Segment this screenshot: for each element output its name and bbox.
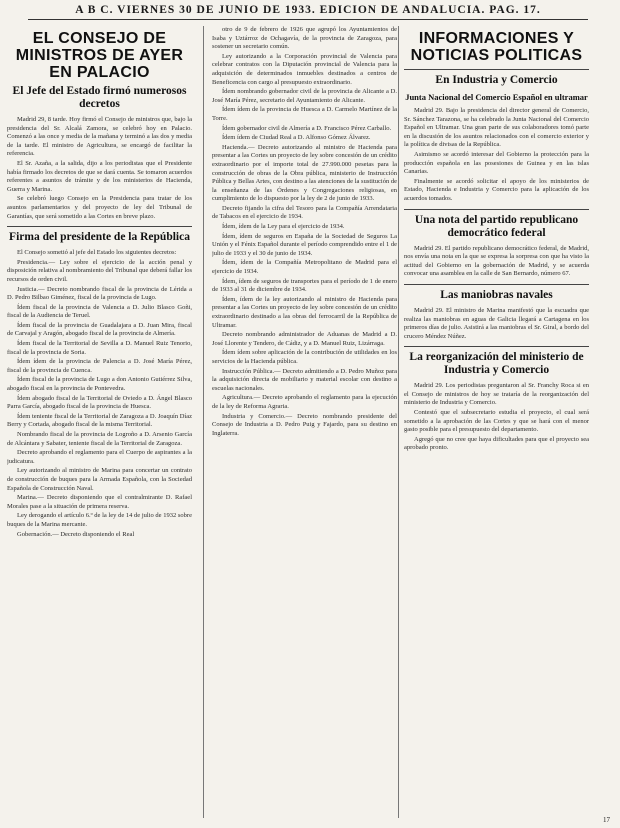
paragraph: otro de 9 de febrero de 1926 que agrupó los Ayuntamientos de Isaba y Uztárroz de Ochagavía, de la provincia de Zaragoza, para sostener un secretario común. [212,26,397,51]
paragraph: Ídem, ídem de la Compañía Metropolitano de Madrid para el ejercicio de 1934. [212,259,397,276]
paragraph: Ídem fiscal de la provincia de Guadalajara a D. Juan Mira, fiscal de Carvajal y Aragón, abogado fiscal de la provincia de Almería. [7,321,192,338]
subhead-maniobras: Las maniobras navales [440,288,553,301]
paragraph: Madrid 29. Los periodistas preguntaron al Sr. Franchy Roca si en el Consejo de ministros de hoy se trataría de la reorganización del ministerio de Industria y Comercio. [404,382,589,407]
paragraph: Agricultura.— Decreto aprobando el reglamento para la ejecución de la ley de Reforma Agraria. [212,394,397,410]
article-body [404,307,589,341]
article-body [404,382,589,453]
paragraph: Madrid 29. Bajo la presidencia del director general de Comercio, Sr. Sánchez Tarazona, se ha celebrado la Junta Nacional del Comercio Español en Ultramar. Una gran parte de sus colaboradores tomó parte en la discusión de los asuntos relacionados con el comercio exterior y la política de divisas de la República. [404,107,589,149]
column-3 [404,26,589,822]
page-number: 17 [603,816,610,824]
article-body [7,116,192,221]
divider [7,226,192,227]
paragraph: Ídem nombrando gobernador civil de la provincia de Alicante a D. José María Pérez, secretario del Ayuntamiento de Alicante. [212,88,397,104]
paragraph: Ídem fiscal de la Territorial de Sevilla a D. Manuel Ruiz Tenorio, fiscal de la provincia de Soria. [7,340,192,356]
paragraph: Ídem, ídem de seguros de transportes para el período de 1 de enero de 1933 al 31 de diciembre de 1934. [212,277,397,294]
paragraph: Ídem, ídem de seguros en España de la Sociedad de Seguros La Unión y el Fénix Español durante el período comprendido entre el 1 de julio de 1933 y el 30 de junio de 1934. [212,232,397,257]
paragraph: Se celebró luego Consejo en la Presidencia para tratar de los asuntos parlamentarios y del proyecto de ley del Tribunal de Garantías, que será sometido a las Cortes en breve plazo. [7,195,192,220]
article-body [212,26,397,438]
article-body [404,245,589,279]
paragraph: Industria y Comercio.— Decreto nombrando presidente del Consejo de Industria a D. Pedro Puig y Fajardo, para su destino en Inglaterra. [212,412,397,437]
paragraph: Decreto nombrando administrador de Aduanas de Madrid a D. José Llorente y Tendero, de Cádiz, y a D. Manuel Ruiz, Lizárraga. [212,331,397,347]
paragraph: Gobernación.— Decreto disponiendo el Real [17,530,135,538]
subhead-firma: Firma del presidente de la República [9,231,190,244]
headline-consejo: EL CONSEJO DE MINISTROS DE AYER EN PALACIO [15,30,184,81]
paragraph: Nombrando fiscal de la provincia de Logroño a D. Arsenio García de Alcántara y Sabater, teniente fiscal de la Territorial de Zaragoza. [7,431,192,447]
paragraph: Agregó que no cree que haya dificultades para que el proyecto sea aprobado pronto. [404,435,589,452]
subhead-junta: Junta Nacional del Comercio Español en ultramar [405,92,588,102]
paragraph: Madrid 29. El partido republicano democrático federal, de Madrid, nos envía una nota en la que se expresa la sorpresa con que ha visto la actitud del Gobierno en la gobernación de Madrid, y se acuerda convocar una asamblea en la calle de San Bernardo, número 67. [404,244,589,278]
paragraph: Marina.— Decreto disponiendo que el contralmirante D. Rafael Morales pase a la situación de primera reserva. [7,494,192,510]
divider [404,209,589,210]
paragraph: El Consejo sometió al jefe del Estado los siguientes decretos: [17,249,177,257]
divider [404,346,589,347]
divider [404,284,589,285]
paragraph: Madrid 29, 8 tarde. Hoy firmó el Consejo de ministros que, bajo la presidencia del Sr. Alcalá Zamora, se celebró hoy en Palacio. Comenzó a las once y media de la mañana y terminó a las dos y media de la tarde. El ministro de Agricultura, se encargó de facilitar la referencia. [7,116,192,158]
paragraph: Ídem fiscal de la provincia de Valencia a D. Julio Blasco Goñi, fiscal de la Audiencia de Teruel. [7,303,192,320]
column-rule [203,26,204,818]
column-2 [212,26,397,822]
paragraph: Presidencia.— Ley sobre el ejercicio de la acción penal y disposición relativa al nombramiento del Tribunal que deberá fallar los recursos de orden civil. [7,258,192,283]
section-industria: En Industria y Comercio [435,74,558,86]
paragraph: Contestó que el subsecretario estudia el proyecto, el cual será sometido a la aprobación de las Cortes y que se hará con el menor gasto posible para el presupuesto del departamento. [404,409,589,434]
paragraph: Ídem gobernador civil de Almería a D. Francisco Pérez Carballo. [222,124,392,132]
headline-informaciones: INFORMACIONES Y NOTICIAS POLITICAS [410,30,583,64]
paragraph: Ley autorizando al ministro de Marina para concertar un contrato de construcción de buques para la Armada Española, con la Sociedad Española de Construcción Naval. [7,467,192,492]
paragraph: Ídem ídem de Ciudad Real a D. Alfonso Gómez Álvarez. [222,134,371,142]
paragraph: Finalmente se acordó solicitar el apoyo de los ministerios de Estado, Hacienda e Industria y Comercio para la aplicación de los acuerdos tomados. [404,177,589,202]
paragraph: Ídem, ídem de la ley autorizando al ministro de Hacienda para presentar a las Cortes un proyecto de ley sobre concesión de un crédito extraordinario destinado a las obras del ferrocarril de la República de Ultramar. [212,295,397,329]
paragraph: Ley autorizando a la Corporación provincial de Valencia para celebrar contratos con la Diputación provincial de Valencia para la adquisición de determinados inmuebles destinados a centros de Beneficencia con cargo al presupuesto extraordinario. [212,52,397,86]
paragraph: Instrucción Pública.— Decreto admitiendo a D. Pedro Muñoz para la adquisición directa de mobiliario y material escolar con destino a escuelas nacionales. [212,367,397,392]
subhead-jefe-estado: El Jefe del Estado firmó numerosos decretos [12,85,187,110]
masthead: A B C. VIERNES 30 DE JUNIO DE 1933. EDICION DE ANDALUCIA. PAG. 17. [28,4,588,20]
paragraph: Ídem teniente fiscal de la Territorial de Zaragoza a D. Joaquín Díaz Berry y Cortada, abogado fiscal de la misma Territorial. [7,412,192,429]
paragraph: Ídem ídem de la provincia de Palencia a D. José María Pérez, fiscal de la provincia de Cuenca. [7,358,192,374]
paragraph: El Sr. Azaña, a la salida, dijo a los periodistas que el Presidente había firmado los decretos de que se dará cuenta. Se tomaron acuerdos referentes a asuntos de trámite y de los ministerios de Hacienda, Guerra y Marina. [7,159,192,193]
paragraph: Asimismo se acordó interesar del Gobierno la protección para la producción española en las posesiones de Guinea y en las islas Canarias. [404,150,589,176]
subhead-nota-partido: Una nota del partido republicano democrático federal [414,213,579,239]
article-body [7,249,192,539]
divider [404,69,589,70]
paragraph: Ídem fiscal de la provincia de Lugo a don Antonio Gutiérrez Silva, abogado fiscal en la provincia de Pontevedra. [7,376,192,393]
paragraph: Ídem, ídem de la Ley para el ejercicio de 1934. [222,223,345,231]
paragraph: Hacienda.— Decreto autorizando al ministro de Hacienda para presentar a las Cortes un proyecto de ley sobre concesión de un crédito extraordinario por el importe total de 27.990.000 pesetas para la construcción de obras de la Obra pública, ministerio de Instrucción Pública y Bellas Artes, con destino a las atenciones de la sustitución de la enseñanza de las Órdenes y Congregaciones religiosas, en cumplimiento de lo dispuesto por la ley de 2 de junio de 1933. [212,143,397,203]
paragraph: Madrid 29. El ministro de Marina manifestó que la escuadra que realiza las maniobras en aguas de Galicia llegará a Cartagena en los primeros días de julio. Asistirá a las maniobras el Sr. Giral, a bordo del crucero Méndez Núñez. [404,306,589,340]
subhead-reorganizacion: La reorganización del ministerio de Industria y Comercio [409,351,584,377]
paragraph: Ley derogando el artículo 6.º de la ley de 14 de julio de 1932 sobre buques de la Marina mercante. [7,512,192,528]
paragraph: Ídem ídem de la provincia de Huesca a D. Carmelo Martínez de la Torre. [212,106,397,122]
column-1 [7,26,192,822]
paragraph: Justicia.— Decreto nombrando fiscal de la provincia de Lérida a D. Pedro Bilbao Giménez, fiscal de la provincia de Lugo. [7,285,192,302]
paragraph: Decreto fijando la cifra del Tesoro para la Compañía Arrendataria de Tabacos en el ejercicio de 1934. [212,204,397,221]
paragraph: Ídem ídem sobre aplicación de la contribución de utilidades en los servicios de la Hacienda pública. [212,349,397,365]
article-body [404,107,589,204]
paragraph: Decreto aprobando el reglamento para el Cuerpo de aspirantes a la judicatura. [7,449,192,465]
paragraph: Ídem abogado fiscal de la Territorial de Oviedo a D. Ángel Blasco Parra García, abogado fiscal de la provincia de Huesca. [7,394,192,411]
column-rule [398,26,399,818]
